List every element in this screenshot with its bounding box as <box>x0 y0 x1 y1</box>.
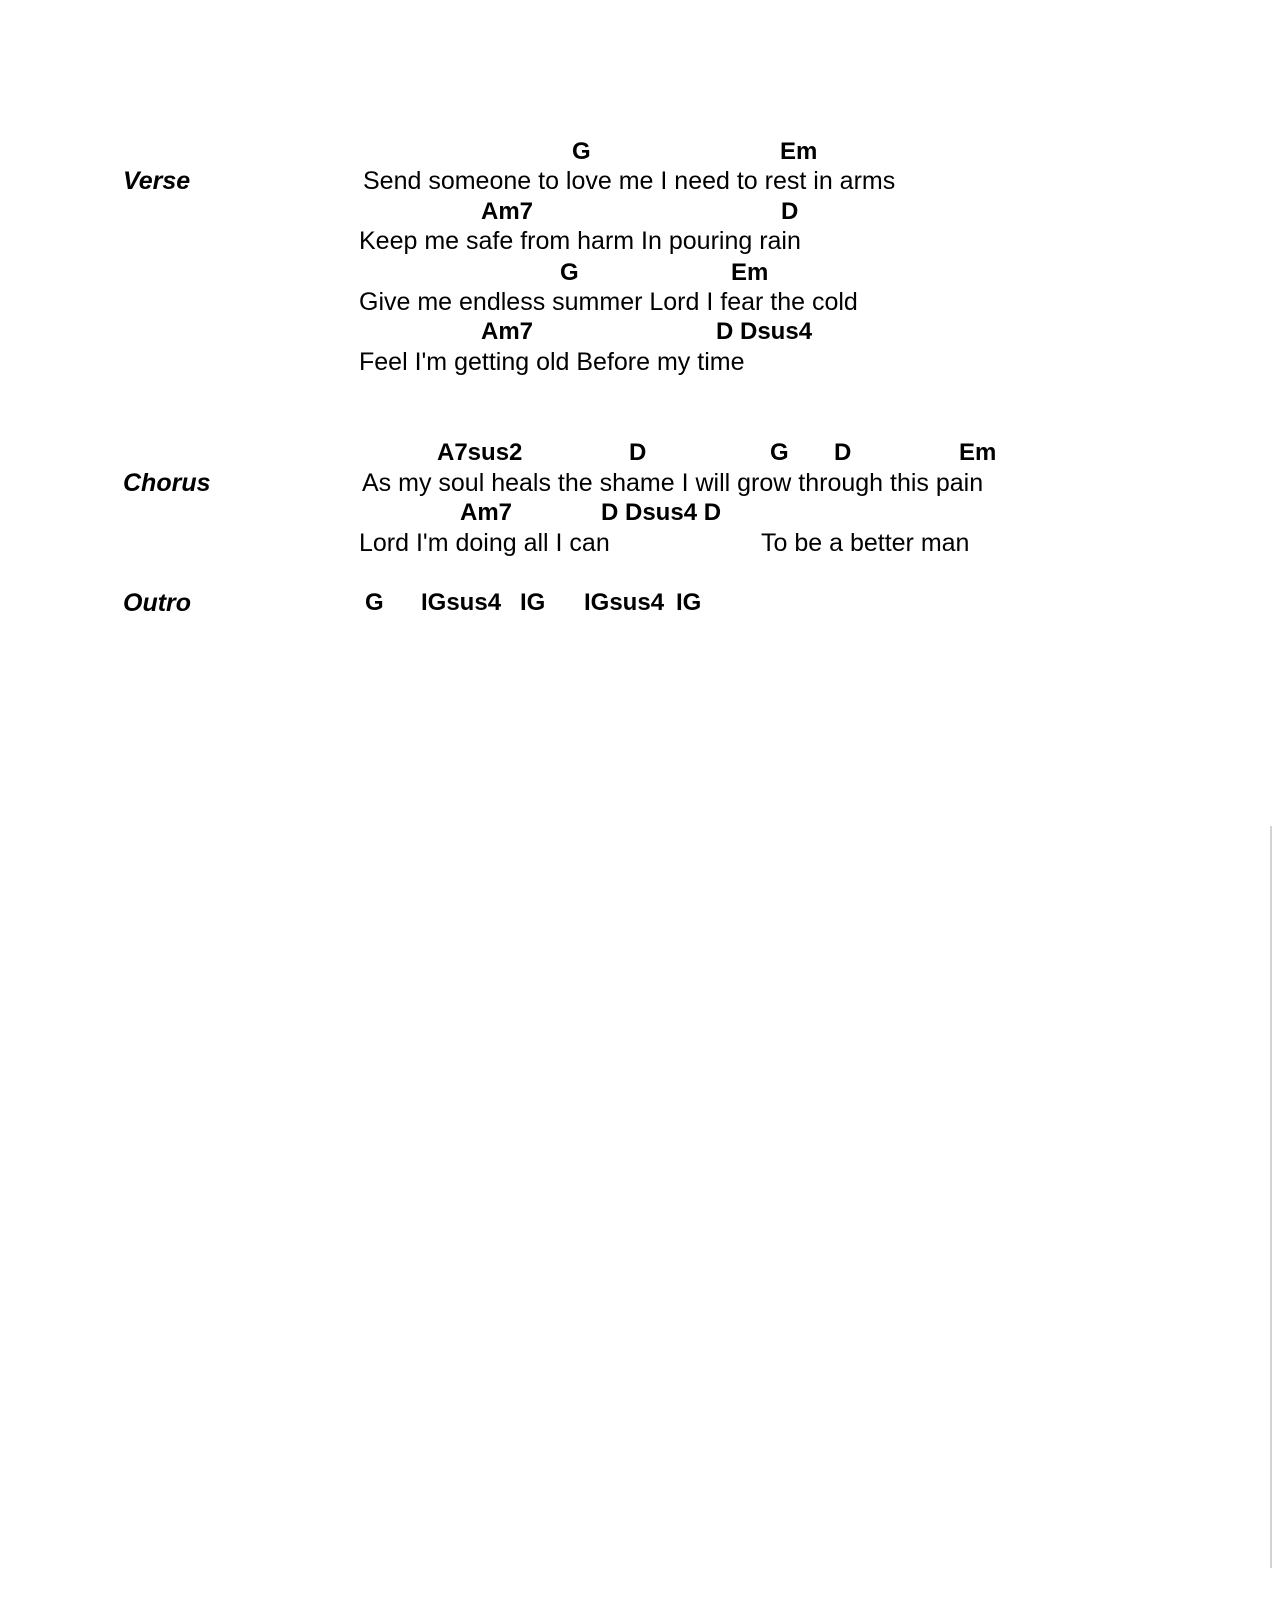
chord: G <box>770 439 789 466</box>
chord: G <box>572 138 591 165</box>
lyric-line: Give me endless summer Lord I fear the cold <box>359 288 858 316</box>
chorus-label: Chorus <box>123 469 211 497</box>
lyric-line: Keep me safe from harm In pouring rain <box>359 227 801 255</box>
chord: Em <box>959 439 997 466</box>
lyric-line: As my soul heals the shame I will grow through this pain <box>362 469 984 497</box>
chord: D <box>834 439 852 466</box>
chord: IG <box>520 589 546 616</box>
chord: IGsus4 <box>421 589 502 616</box>
lyric-line: Feel I'm getting old Before my time <box>359 348 745 376</box>
scrollbar[interactable] <box>1270 826 1272 1568</box>
outro-label: Outro <box>123 589 192 617</box>
chord: A7sus2 <box>437 439 523 466</box>
lyric-line: Send someone to love me I need to rest in arms <box>363 167 896 195</box>
chord: IG <box>676 589 702 616</box>
chord: Am7 <box>481 198 534 225</box>
chord: IGsus4 <box>584 589 665 616</box>
lyric-line: To be a better man <box>761 529 970 557</box>
chord: G <box>560 259 579 286</box>
chord: Am7 <box>460 499 513 526</box>
chord: D <box>781 198 799 225</box>
lyric-line: Lord I'm doing all I can <box>359 529 610 557</box>
chord: D Dsus4 <box>716 318 813 345</box>
chord: Am7 <box>481 318 534 345</box>
chord: Em <box>780 138 818 165</box>
verse-label: Verse <box>123 167 191 195</box>
chord: D <box>629 439 647 466</box>
chord: D Dsus4 D <box>601 499 722 526</box>
chord: G <box>365 589 384 616</box>
chord: Em <box>731 259 769 286</box>
